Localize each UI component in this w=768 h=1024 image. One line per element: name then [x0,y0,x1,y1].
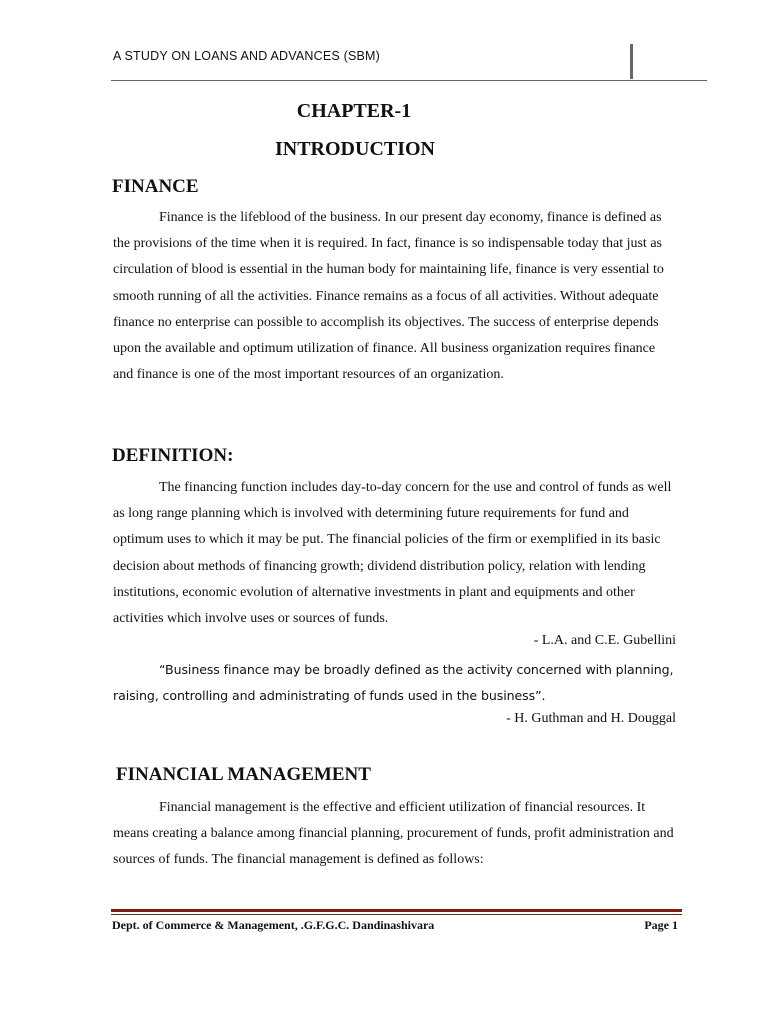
section-heading-finance: FINANCE [112,176,199,197]
attribution-guthman: - H. Guthman and H. Douggal [506,711,676,726]
chapter-title: INTRODUCTION [274,138,436,160]
chapter-number: CHAPTER-1 [296,100,412,122]
footer-department: Dept. of Commerce & Management, .G.F.G.C. Dandinashivara [112,918,435,932]
definition-quote [113,657,678,709]
paragraph-definition [113,475,678,632]
footer-page-number: Page 1 [644,918,678,932]
header-rule [111,80,707,81]
attribution-gubellini: - L.A. and C.E. Gubellini [533,633,676,648]
paragraph-finance-text: Finance is the lifeblood of the business. In our present day economy, finance is defined as the provisions of the time when it is required. In fact, finance is so indispensable today that just as circulation of blood is essential in the human body for maintaining life, finance is very essential to smooth running of all the activities. Finance remains as a focus of all activities. Without adequate finance no enterprise can possible to accomplish its objectives. The success of enterprise depends upon the available and optimum utilization of finance. All business organization requires finance and finance is one of the most important resources of an organization. [113,210,664,383]
section-heading-financial-management: FINANCIAL MANAGEMENT [116,764,371,785]
definition-quote-text: “Business finance may be broadly defined as the activity concerned with planning, raising, controlling and administrating of funds used in the business”. [113,662,674,703]
footer-rule-thin [111,914,682,915]
section-heading-definition: DEFINITION: [112,445,234,466]
paragraph-financial-management-text: Financial management is the effective and efficient utilization of financial resources. It means creating a balance among financial planning, procurement of funds, profit administration and sources of funds. The financial management is defined as follows: [113,800,674,868]
running-header-title: A STUDY ON LOANS AND ADVANCES (SBM) [113,49,381,63]
paragraph-financial-management [113,795,678,874]
header-vertical-bar [630,44,633,79]
paragraph-definition-text: The financing function includes day-to-day concern for the use and control of funds as well as long range planning which is involved with determining future requirements for fund and optimum uses to which it may be put. The financial policies of the firm or exemplified in its basic decision about methods of financing growth; dividend distribution policy, relation with lending institutions, economic evolution of alternative investments in plant and equipments and other activities which involve uses or sources of funds. [113,480,672,627]
paragraph-finance [113,205,678,388]
footer-rule-thick [111,909,682,912]
